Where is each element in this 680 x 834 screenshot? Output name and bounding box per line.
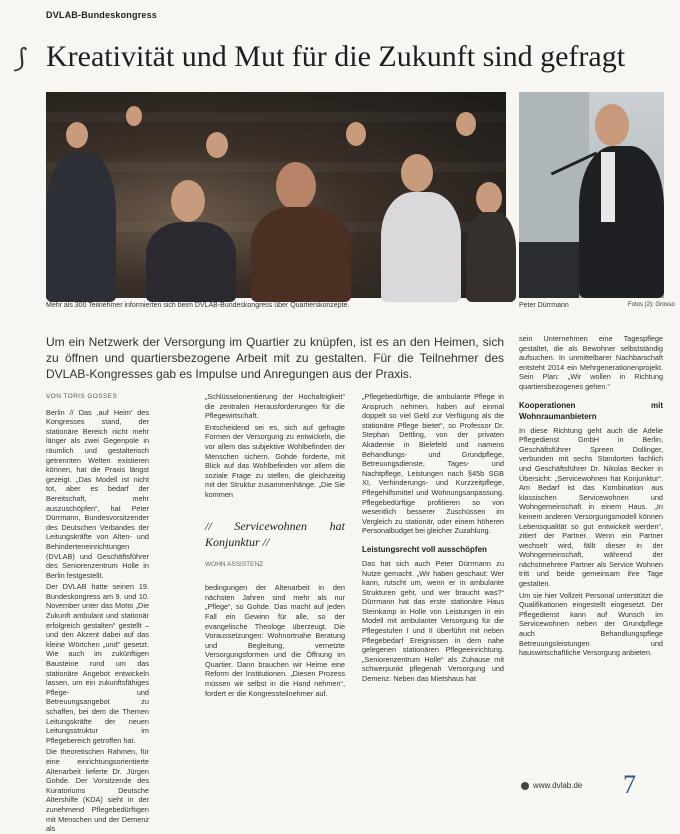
speaker-shirt bbox=[601, 152, 615, 222]
person-body bbox=[466, 212, 516, 302]
lectern bbox=[519, 242, 579, 298]
body-paragraph: Das hat sich auch Peter Dürrmann zu Nutze gemacht. „Wir haben geschaut: Wer kann, rutscht um, wenn er in ambulante Strukturen geht, und wer braucht was?“ Dürrmann hat das erste stationäre Haus Steinkamp in Holle von Leistungen in ein Modell mit ambulanter Versorgung für die Pflegestufen I und II überführt mit neben Pflegebedarf Ereignissen in dem nahe gelegenen stationären Pflegeeinrichtung. „Seniorenzentrum Holle“ als Zuhause mit schwerpunkt pflegenah Versorgung und Demenz. Neben das Mietshaus hat bbox=[362, 558, 504, 684]
margin-mark: ⟆ bbox=[14, 44, 25, 73]
person-head bbox=[66, 122, 88, 148]
footer-url: www.dvlab.de bbox=[533, 781, 583, 790]
person-head bbox=[171, 180, 205, 222]
speaker-photo bbox=[519, 92, 664, 298]
author-byline: VON TORIS GOSSES bbox=[46, 393, 118, 400]
bullet-icon bbox=[521, 782, 529, 790]
section-subhead: Leistungsrecht voll ausschöpfen bbox=[362, 544, 487, 554]
column-3 bbox=[362, 392, 504, 804]
body-paragraph: Berlin // Das ,auf Heim' des Kongresses stand, der stationäre Bereich nicht mehr länger als zwei Gegenpole in räumlich und gestalterisch getrennten Welten existieren können, hat die Praxis längst gezeigt. „Das Modell ist nicht tot, aber es bedarf der Bereitschaft, mehr auszuschöpfen“, hat Peter Dürrmann, Bundesvorsitzender des Deutschen Verbandes der Leitungskräfte von Alten- und Behinderteneinrichtungen (DVLAB) und Geschäftsführer des Seniorenzentrum Holle in Berlin festgestellt. bbox=[46, 407, 149, 580]
person-head bbox=[126, 106, 142, 126]
photo-row bbox=[46, 112, 506, 122]
body-paragraph: Entscheidend sei es, sich auf gefragte Formen der Versorgung zu entwickeln, die vor allem das subjektive Wohlbefinden der Menschen sichern. Gohde forderte, mit Blick auf das Wohlbefinden vor allem die soziale Frage zu stellen, die gleichzeitig mit der Struktur zusammenhänge. „Die Sie kommen bbox=[205, 422, 345, 499]
column-4 bbox=[519, 334, 663, 770]
body-paragraph: Um sie hier Vollzeit Personal unterstützt die Qualifikationen eingestellt eingesetzt. Der Pflegedienst kann auf Wunsch im Servicewohnen neben der Grundpflege auch Behandlungspflege Betreuungsleistungen und hauswirtschaftliche Versorgung anbieten. bbox=[519, 590, 663, 658]
body-paragraph: In diese Richtung geht auch die Adelie Pflegedienst GmbH in Berlin, Geschäftsführer Spreen Dollinger, verbunden mit sechs Standorten fachlich und Geschäftsführer Dr. Nikolas Becker in Übersicht: „Servicewohnen hat Konjunktur“. Am Bedarf ist das Kombination aus klassischen Servicewohnen und Wohngemeinschaft in einem Haus. „In keinem anderen Versorgungsmodell können Lebensqualität so gut entwickelt werden“, zitiert der Partner. Wenn ein Partner wechselt wird, fällt dieser in der Wohngemeinschaft, während der nächstmehrere Partner als Service Wohnen tritt und beide gemeinsam ihre Tage gestalten. bbox=[519, 425, 663, 589]
audience-photo bbox=[46, 92, 506, 298]
body-paragraph: Der DVLAB hatte seinen 19. Bundeskongress am 9. und 10. November unter das Motto „Die Zukunft ambulant und stationär erfolgreich gestalten“ gestellt – und den Akzent dabei auf das kleine Wörtchen „und“ gesetzt. Wie auch im zukünftigen Bausteine rund um das stationäre Angebot entwickeln lassen, um ein zukunftsfähiges Pflege- und Betreuungsangebot zu schaffen, bei dem die Themen Leitungskräfte der neuen Leitungsstruktur im Pflegebereich getroffen hat. bbox=[46, 582, 149, 745]
speaker-body bbox=[579, 146, 664, 298]
column-1 bbox=[46, 392, 149, 834]
body-paragraph: Die theoretischen Rahmen, für eine einrichtungsorientierte Altenarbeit lieferte Dr. Jürgen Gohde. Der Vorsitzende des Kuratoriums Deutsche Altershilfe (KDA) sieht in der zunehmend Pflegebedürftigen mit Menschen und der Demenz als bbox=[46, 747, 149, 834]
person-body bbox=[146, 222, 236, 302]
photo-credit: Fotos (2): Grosso bbox=[628, 302, 675, 308]
headline: Kreativität und Mut für die Zukunft sind gefragt bbox=[46, 40, 626, 73]
side-photo-caption: Peter Dürrmann bbox=[519, 302, 569, 309]
person-head bbox=[456, 112, 476, 136]
main-photo-caption: Mehr als 300 Teilnehmer informierten sich beim DVLAB-Bundeskongress über Quartierskonzepte. bbox=[46, 302, 350, 309]
person-body bbox=[251, 207, 351, 302]
speaker-head bbox=[595, 104, 629, 146]
lead-paragraph: Um ein Netzwerk der Versorgung im Quartier zu knüpfen, ist es an den Heimen, sich zu öffnen und quartiersbezogene Arbeit mit zu gestalten. Für die Teilnehmer des DVLAB-Kongresses gab es Impulse und Anregungen aus der Praxis. bbox=[46, 335, 504, 381]
photo-row bbox=[46, 162, 506, 172]
person-body bbox=[46, 152, 116, 302]
column-2 bbox=[205, 392, 345, 804]
body-paragraph: bedingungen der Altenarbeit in den nächsten Jahren sind mehr als nur „Pflege“, so Gohde. Das macht auf jeden Fall ein Gewinn für alle, so der evangelische Theologe überzeugt. Die Voraussetzungen: Wohnortnahe Beratung und Begleitung, vernetzte Versorgungsformen und die Öffnung im Quartier. Dann brauchen wir Heime eine Reform der Institutionen. „Diesen Prozess müssen wir selbst in die Hand nehmen“, fordert er die Kongressteilnehmer auf. bbox=[205, 583, 345, 698]
page-number: 7 bbox=[623, 770, 636, 799]
body-paragraph: „Schlüsselorientierung der Hochaltrigkeit“ die zentralen Herausforderungen für die Pflegewirtschaft. bbox=[205, 392, 345, 421]
person-head bbox=[401, 154, 433, 192]
person-head bbox=[476, 182, 502, 214]
person-head bbox=[346, 122, 366, 146]
person-body bbox=[381, 192, 461, 302]
pull-quote-source: WOHN ASSISTENZ bbox=[205, 560, 264, 568]
person-head bbox=[276, 162, 316, 210]
pull-quote: // Servicewohnen hat Konjunktur // bbox=[205, 518, 345, 549]
section-subhead: Kooperationen mit Wohnraumanbietern bbox=[519, 400, 663, 421]
kicker: DVLAB-Bundeskongress bbox=[46, 10, 158, 20]
body-paragraph: sein Unternehmen eine Tagespflege gestaltet, die als Bewohner selbstständig aufsuchen. In unmittelbarer Nachbarschaft entsteht 2014 ein Mehrgenerationenprojekt. Sein Plan: „Wir wollen in Richtung quartiersbezogenes gehen.“ bbox=[519, 334, 663, 391]
person-head bbox=[206, 132, 228, 158]
body-paragraph: „Pflegebedürftige, die ambulante Pflege in Anspruch nehmen, haben auf einmal doppelt so viel Geld zur Verfügung als die stationäre Pflege bietet“, so Professor Dr. Stephan Dettling, von der privaten Akademie in Bielefeld und namens Behandlungs- und Grundpflege, Betreuungsdienste, Tages- und Nachtpflege, Leistungen nach §45b SGB XI, Verhinderungs- und Kurzzeitpflege, Pflegehilfsmittel und Wohnungsanpassung. Pflegebedürftige profitieren so von wesentlich besserer Zuschüssen im Vergleich zu stationär, oder einem höheren Personalbudget bei gleicher Zuzahlung. bbox=[362, 392, 504, 536]
